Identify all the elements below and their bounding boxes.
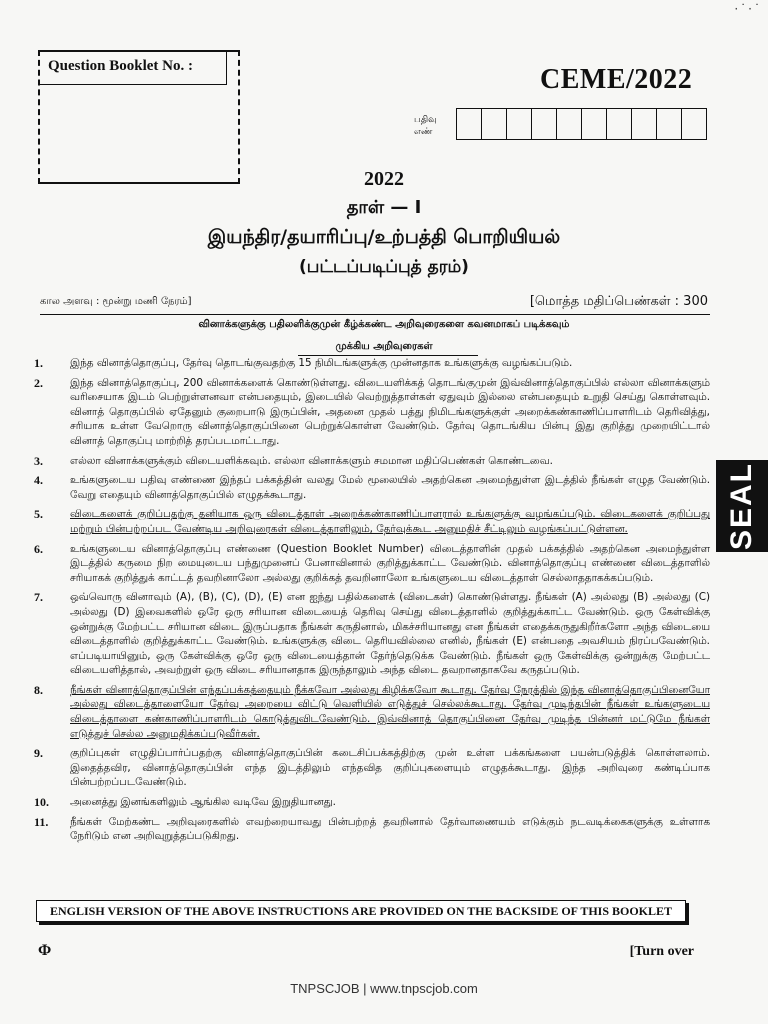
source-footer: TNPSCJOB | www.tnpscjob.com: [290, 981, 478, 996]
instruction-number: 8.: [34, 682, 43, 697]
register-digit-box[interactable]: [457, 109, 482, 139]
divider: [40, 314, 710, 315]
exam-code: CEME/2022: [540, 64, 693, 95]
instruction-number: 11.: [34, 814, 49, 829]
question-booklet-box: [38, 50, 240, 184]
corner-mark: ·˙·˙: [734, 2, 762, 16]
subject-title: இயந்திர/தயாரிப்பு/உற்பத்தி பொறியியல்: [207, 226, 561, 248]
register-digit-box[interactable]: [607, 109, 632, 139]
instruction-number: 7.: [34, 590, 43, 605]
register-digit-box[interactable]: [632, 109, 657, 139]
exam-year: 2022: [364, 168, 404, 190]
instruction-number: 1.: [34, 356, 43, 370]
level-title: (பட்டப்படிப்புத் தரம்): [299, 257, 469, 277]
seal-tab: [716, 460, 768, 552]
register-digit-box[interactable]: [657, 109, 682, 139]
register-digit-box[interactable]: [682, 109, 706, 139]
instruction-text: உங்களுடைய பதிவு எண்ணை இந்தப் பக்கத்தின் வலது மேல் மூலையில் அதற்கென அமைந்துள்ள இடத்தில் நீங்கள் எழுத வேண்டும். வேறு எதையும் வினாத்தொகுப்பில் எழுதக்கூடாது.: [70, 474, 710, 501]
register-digit-box[interactable]: [532, 109, 557, 139]
important-instructions-heading: முக்கிய அறிவுரைகள்: [335, 341, 433, 352]
instruction-text: எல்லா வினாக்களுக்கும் விடையளிக்கவும். எல்லா வினாக்களும் சமமான மதிப்பெண்கள் கொண்டவை.: [70, 454, 553, 467]
paper-number: தாள் — I: [346, 197, 422, 218]
read-instructions-note: வினாக்களுக்கு பதிலளிக்குமுன் கீழ்க்கண்ட அறிவுரைகளை கவனமாகப் படிக்கவும்: [198, 319, 570, 330]
instruction-item: [30, 746, 710, 790]
instruction-list: [30, 356, 710, 849]
instruction-number: 2.: [34, 375, 43, 390]
instruction-text: இந்த வினாத்தொகுப்பு, 200 வினாக்களைக் கொண்டுள்ளது. விடையளிக்கத் தொடங்குமுன் இவ்வினாத்தொகுப்பில் எல்லா வினாக்களும் வரிசையாக இடம் பெற்றுள்ளனவா என்பதையும், இடையில் வெற்றுத்தாள்கள் ஏதுவும் இல்லை என்பதையும் உறுதி செய்து கொள்ளவும். வினாத் தொகுப்பில் ஏதேனும் குறைபாடு இருப்பின், அதனை முதல் பத்து நிமிடங்களுக்குள் அறைக்கண்காணிப்பாளரிடம் தெரிவித்து, சரியாக உள்ள வேறொரு வினாத்தொகுப்பினை பெற்றுக்கொள்ள வேண்டும். தேர்வு தொடங்கிய பின்பு இது குறித்து முறையிட்டால் வினாத் தொகுப்பு மாற்றித் தரப்படமாட்டாது.: [70, 376, 710, 447]
question-booklet-label: Question Booklet No. :: [40, 52, 227, 85]
max-marks: [மொத்த மதிப்பெண்கள் : 300: [529, 294, 708, 309]
register-digit-box[interactable]: [482, 109, 507, 139]
instruction-text: ஒவ்வொரு வினாவும் (A), (B), (C), (D), (E) என ஐந்து பதில்களைக் (விடைகள்) கொண்டுள்ளது. நீங்கள் (A) அல்லது (B) அல்லது (C) அல்லது (D) இவைகளில் ஒரே ஒரு சரியான விடையைத் தெரிவு செய்து விடைத்தாளில் குறித்துக்காட்ட வேண்டும். ஒரு கேள்விக்கு ஒன்றுக்கு மேற்பட்ட சரியான விடை இருப்பதாக நீங்கள் கருதினால், மிகச்சரியானது என நீங்கள் எதைக்கருதுகிறீர்களோ அந்த விடையை விடைத்தாளில் குறித்துக்காட்ட வேண்டும். உங்களுக்கு விடை தெரியவில்லை எனில், நீங்கள் (E) என்பதை அவசியம் நிரப்பவேண்டும். எப்படியாயினும், ஒரு கேள்விக்கு ஒரே ஒரு விடையைத்தான் தேர்ந்தெடுக்க வேண்டும். நீங்கள் ஒரு கேள்விக்கு ஒன்றுக்கு மேற்பட்ட விடையளித்தால், அவற்றுள் ஒரு விடை சரியானதாக இருந்தாலும் அந்த விடை தவறானதாகவே கருதப்படும்.: [70, 591, 710, 677]
instruction-text: இந்த வினாத்தொகுப்பு, தேர்வு தொடங்குவதற்கு 15 நிமிடங்களுக்கு முன்னதாக உங்களுக்கு வழங்கப்படும்.: [70, 357, 573, 369]
instruction-item: [30, 815, 710, 844]
instruction-item: [30, 507, 710, 536]
instruction-item: [30, 542, 710, 586]
english-version-banner: ENGLISH VERSION OF THE ABOVE INSTRUCTIONS ARE PROVIDED ON THE BACKSIDE OF THIS BOOKLET: [36, 900, 686, 922]
instruction-item: [30, 473, 710, 502]
instruction-text: அனைத்து இனங்களிலும் ஆங்கில வடிவே இறுதியானது.: [70, 796, 336, 809]
instruction-text: குறிப்புகள் எழுதிப்பார்ப்பதற்கு வினாத்தொகுப்பின் கடைசிப்பக்கத்திற்கு முன் உள்ள பக்கங்களை பயன்படுத்திக் கொள்ளலாம். இதைத்தவிர, வினாத்தொகுப்பின் எந்த இடத்திலும் எந்தவித குறிப்புகளையும் எழுதக்கூடாது. இந்த அறிவுரை கண்டிப்பாக பின்பற்றப்படவேண்டும்.: [70, 747, 710, 789]
duration: கால அளவு : மூன்று மணி நேரம்]: [40, 296, 192, 307]
instruction-number: 4.: [34, 473, 43, 488]
turn-over-label: [Turn over: [629, 944, 694, 959]
register-number-boxes[interactable]: [456, 108, 707, 140]
phi-symbol: Φ: [38, 942, 52, 959]
instruction-item: [30, 590, 710, 678]
instruction-item: [30, 454, 710, 469]
instruction-text: விடைகளைக் குறிப்பதற்கு தனியாக ஒரு விடைத்தாள் அறைக்கண்காணிப்பாளரால் உங்களுக்கு வழங்கப்படும். விடைகளைக் குறிப்பது மற்றும் பின்பற்றப்பட வேண்டிய அறிவுரைகள் விடைத்தாளிலும், தேர்வுக்கூட அனுமதிச் சீட்டிலும் வழங்கப்பட்டுள்ளன.: [70, 508, 710, 535]
instruction-number: 10.: [34, 795, 49, 810]
instruction-item: [30, 376, 710, 449]
register-number-label: பதிவு எண்: [414, 115, 437, 137]
instruction-number: 9.: [34, 746, 43, 761]
instruction-text: நீங்கள் வினாத்தொகுப்பின் எந்தப்பக்கத்தையும் நீக்கவோ அல்லது கிழிக்கவோ கூடாது. தேர்வு நேரத்தில் இந்த வினாத்தொகுப்பினையோ அல்லது விடைத்தாளையோ தேர்வு அறையை விட்டு வெளியில் எடுத்துச் செல்லக்கூடாது. தேர்வு முடிந்தபின் நீங்கள் உங்களுடைய விடைத்தாளை கண்காணிப்பாளரிடம் கொடுத்துவிடவேண்டும். இவ்வினாத் தொகுப்பினை தேர்வு முடிந்த பின்னர் மட்டுமே நீங்கள் எடுத்துச் செல்ல அனுமதிக்கப்படுவீர்கள்.: [70, 683, 710, 740]
instruction-text: நீங்கள் மேற்கண்ட அறிவுரைகளில் எவற்றையாவது பின்பற்றத் தவறினால் தேர்வாணையம் எடுக்கும் நடவடிக்கைகளுக்கு உள்ளாக நேரிடும் என அறிவுறுத்தப்படுகிறது.: [70, 815, 710, 843]
instruction-item: [30, 683, 710, 741]
instruction-number: 6.: [34, 541, 43, 556]
instruction-number: 5.: [34, 507, 43, 522]
register-digit-box[interactable]: [557, 109, 582, 139]
instruction-item: [30, 356, 710, 371]
instruction-text: உங்களுடைய வினாத்தொகுப்பு எண்ணை (Question Booklet Number) விடைத்தாளின் முதல் பக்கத்தில் அதற்கென அமைந்துள்ள இடத்தில் கருமை நிற மையுடைய பந்துமுனைப் பேனாவினால் குறித்துக்காட்ட வேண்டும். வினாத்தொகுப்பு எண்ணை விடைத்தாளில் சரியாகக் குறித்துக் காட்டத் தவறினாலோ அல்லது குறிக்கத் தவறினாலோ உங்களுடைய விடைத்தாள் செல்லாததாகக்கப்படும்.: [70, 542, 710, 584]
register-digit-box[interactable]: [507, 109, 532, 139]
instruction-item: [30, 795, 710, 810]
register-digit-box[interactable]: [582, 109, 607, 139]
instruction-number: 3.: [34, 453, 43, 468]
seal-label: SEAL: [725, 461, 758, 551]
